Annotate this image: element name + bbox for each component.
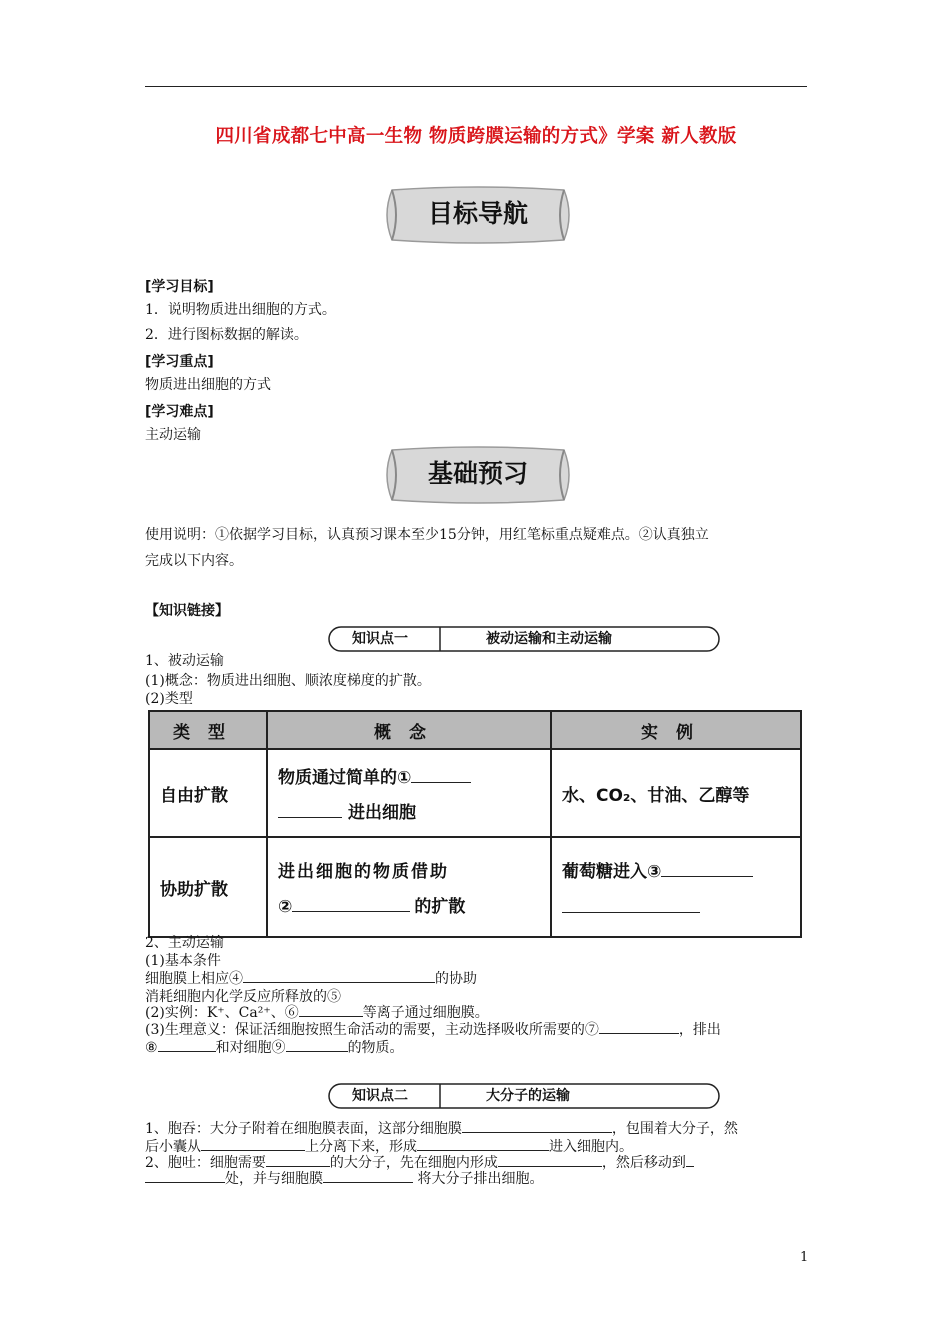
kp-label: 知识点二 — [352, 1088, 408, 1104]
active-line — [145, 1021, 721, 1039]
text: 后小囊从 — [145, 1139, 201, 1155]
table-cell-concept — [267, 749, 551, 837]
kp-title: 被动运输和主动运输 — [486, 631, 612, 647]
table-header: 类型 — [149, 711, 267, 749]
answer-blank[interactable] — [278, 817, 342, 818]
concept-text: 进出细胞的物质借助 — [278, 862, 449, 882]
passive-heading: 1、被动运输 — [145, 653, 224, 669]
text: (2)实例：K⁺、Ca²⁺、⑥ — [145, 1005, 299, 1021]
text: 细胞膜上相应④ — [145, 971, 243, 987]
kp-label: 知识点一 — [352, 631, 408, 647]
text: 2、胞吐：细胞需要 — [145, 1155, 266, 1171]
answer-blank[interactable] — [243, 982, 435, 983]
kp-title: 大分子的运输 — [486, 1088, 570, 1104]
type-text: 自由扩散 — [160, 785, 228, 806]
goal-item: 2．进行图标数据的解读。 — [145, 327, 308, 343]
answer-blank[interactable] — [299, 1016, 363, 1017]
text: ，然后移动到 — [601, 1155, 686, 1171]
answer-blank[interactable] — [686, 1166, 694, 1167]
active-line — [145, 1039, 404, 1057]
concept-text: 物质通过简单的① — [278, 768, 412, 788]
table-cell-type — [149, 749, 267, 837]
answer-blank[interactable] — [417, 1150, 549, 1151]
table-header: 概念 — [267, 711, 551, 749]
table-row — [149, 837, 801, 937]
document-title: 四川省成都七中高一生物 物质跨膜运输的方式》学案 新人教版 — [215, 126, 737, 147]
answer-blank[interactable] — [158, 1051, 216, 1052]
knowledge-point-2 — [328, 1083, 720, 1109]
page-number: 1 — [800, 1250, 809, 1265]
passive-concept: (1)概念：物质进出细胞、顺浓度梯度的扩散。 — [145, 673, 431, 689]
answer-blank[interactable] — [323, 1182, 413, 1183]
key-heading: [学习重点] — [145, 354, 214, 370]
answer-blank[interactable] — [266, 1166, 330, 1167]
text: 和对细胞⑨ — [215, 1040, 286, 1056]
header-rule — [145, 86, 807, 87]
diffusion-table — [148, 710, 802, 938]
text: 等离子通过细胞膜。 — [362, 1005, 489, 1021]
text: 上分离下来，形成 — [305, 1139, 417, 1155]
text: 消耗细胞内化学反应所释放的⑤ — [145, 989, 341, 1005]
hard-text: 主动运输 — [145, 427, 201, 443]
preview-banner-label: 基础预习 — [427, 459, 528, 488]
text: 的大分子，先在细胞内形成 — [329, 1155, 498, 1171]
type-text: 协助扩散 — [160, 879, 228, 900]
hard-heading: [学习难点] — [145, 404, 214, 420]
text: 的协助 — [435, 971, 477, 987]
table-header: 实例 — [551, 711, 801, 749]
instructions-line: 使用说明：①依据学习目标，认真预习课本至少15分钟，用红笔标重点疑难点。②认真独立 — [145, 527, 709, 543]
concept-text: 的扩散 — [414, 897, 466, 917]
instructions-line: 完成以下内容。 — [145, 553, 243, 569]
text: 1、胞吞：大分子附着在细胞膜表面，这部分细胞膜 — [145, 1121, 462, 1137]
table-cell-example — [551, 837, 801, 937]
text: (3)生理意义：保证活细胞按照生命活动的需要，主动选择吸收所需要的⑦ — [145, 1022, 599, 1038]
knowledge-link-heading: 【知识链接】 — [145, 603, 229, 619]
active-line — [145, 970, 477, 988]
table-header-row — [149, 711, 801, 749]
text: ，排出 — [678, 1022, 721, 1038]
answer-blank[interactable] — [201, 1150, 305, 1151]
macro-line — [145, 1170, 543, 1188]
answer-blank[interactable] — [286, 1051, 348, 1052]
passive-types: (2)类型 — [145, 691, 193, 707]
answer-blank[interactable] — [411, 782, 471, 783]
answer-blank[interactable] — [292, 911, 410, 912]
text: 将大分子排出细胞。 — [413, 1171, 544, 1187]
text: ，包围着大分子，然 — [611, 1121, 738, 1137]
answer-blank[interactable] — [661, 876, 753, 877]
knowledge-point-1 — [328, 626, 720, 652]
goal-item: 1．说明物质进出细胞的方式。 — [145, 302, 336, 318]
answer-blank[interactable] — [562, 912, 700, 913]
active-cond: (1)基本条件 — [145, 953, 221, 969]
answer-blank[interactable] — [462, 1132, 612, 1133]
text: 的物质。 — [347, 1040, 404, 1056]
table-row — [149, 749, 801, 837]
text: 处，并与细胞膜 — [225, 1171, 323, 1187]
example-text: 葡萄糖进入③ — [562, 861, 662, 882]
goals-heading: [学习目标] — [145, 279, 214, 295]
answer-blank[interactable] — [145, 1182, 225, 1183]
text: 进入细胞内。 — [549, 1139, 633, 1155]
goal-banner — [378, 184, 578, 246]
text: ⑧ — [145, 1040, 158, 1056]
circle-number: ② — [278, 897, 293, 917]
answer-blank[interactable] — [599, 1033, 679, 1034]
example-text: 水、CO₂、甘油、乙醇等 — [562, 785, 750, 806]
key-text: 物质进出细胞的方式 — [145, 377, 271, 393]
preview-banner — [378, 444, 578, 506]
goal-banner-label: 目标导航 — [427, 199, 528, 228]
table-cell-concept — [267, 837, 551, 937]
table-cell-example — [551, 749, 801, 837]
concept-text: 进出细胞 — [348, 803, 416, 823]
table-cell-type — [149, 837, 267, 937]
answer-blank[interactable] — [498, 1166, 602, 1167]
active-line — [145, 1004, 489, 1022]
active-heading: 2、主动运输 — [145, 935, 224, 951]
macro-line — [145, 1120, 738, 1138]
